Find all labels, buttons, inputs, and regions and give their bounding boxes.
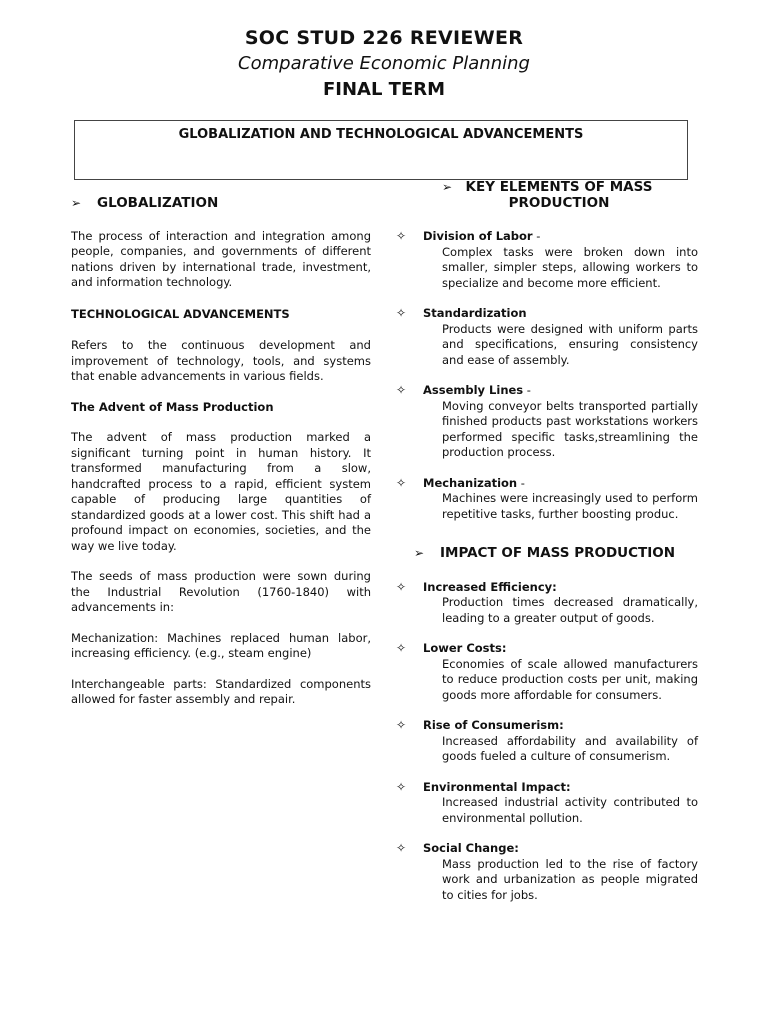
interchangeable-parts-text: Interchangeable parts: Standardized components allowed for faster assembly and repair. [71,676,371,706]
arrow-bullet-icon: ➢ [414,546,425,560]
arrow-bullet-icon: ➢ [71,196,82,210]
tech-text: Refers to the continuous development and improvement of technology, tools, and systems that enable advancements in various fields. [71,338,371,383]
impact-item-desc: Production times decreased dramatically, leading to a greater output of goods. [442,595,698,625]
key-item [396,229,698,291]
impact-item-desc: Increased affordability and availability of goods fueled a culture of consumerism. [442,733,698,763]
diamond-bullet-icon: ✧ [396,841,407,855]
key-item-desc: Moving conveyor belts transported partially finished products past workstations workers performed specific tasks,streamlining the production process. [442,398,698,459]
arrow-bullet-icon: ➢ [442,180,453,194]
diamond-bullet-icon: ✧ [396,779,407,794]
diamond-bullet-icon: ✧ [396,229,407,243]
advent-heading: The Advent of Mass Production [71,399,274,414]
course-title: SOC STUD 226 REVIEWER [244,27,524,49]
impact-item [396,780,698,827]
topic-title: GLOBALIZATION AND TECHNOLOGICAL ADVANCEMENTS [178,127,584,142]
impact-item-desc: Mass production led to the rise of factory work and urbanization as people migrated to cities for jobs. [442,856,698,902]
impact-item-desc: Increased industrial activity contributed to environmental pollution. [442,795,698,825]
key-item [396,383,698,461]
diamond-bullet-icon: ✧ [396,475,407,490]
right-column [396,180,698,918]
key-item-desc: Complex tasks were broken down into smaller, simpler steps, allowing workers to specialize and become more efficient. [442,244,698,290]
subject-title: Comparative Economic Planning [238,53,530,74]
impact-heading-text: IMPACT OF MASS PRODUCTION [440,545,676,561]
diamond-bullet-icon: ✧ [396,641,407,655]
topic-box [74,120,688,180]
impact-item-title: Rise of Consumerism: [423,718,564,732]
key-item-suffix: - [532,229,541,243]
key-item-suffix: - [517,475,525,490]
left-column [71,196,371,708]
diamond-bullet-icon: ✧ [396,579,407,594]
diamond-bullet-icon: ✧ [396,306,407,320]
globalization-text: The process of interaction and integration among people, companies, and governments of different nations driven by international trade, investment, and information technology. [71,228,371,289]
key-item-title: Standardization [423,306,527,320]
impact-item [396,641,698,703]
impact-item-title: Environmental Impact: [423,779,571,794]
globalization-heading-text: GLOBALIZATION [97,195,219,211]
key-item-title: Mechanization [423,475,518,490]
impact-item [396,580,698,627]
diamond-bullet-icon: ✧ [396,383,407,397]
key-elements-heading-text: KEY ELEMENTS OF MASS PRODUCTION [465,179,653,211]
impact-item [396,718,698,765]
key-item-desc: Products were designed with uniform parts and specifications, ensuring consistency and ease of assembly. [442,321,698,367]
tech-heading: TECHNOLOGICAL ADVANCEMENTS [71,306,290,321]
impact-item [396,841,698,903]
impact-heading [396,546,698,562]
key-item-title: Division of Labor [423,229,533,243]
key-item-suffix: - [523,383,531,397]
seeds-text: The seeds of mass production were sown during the Industrial Revolution (1760-1840) with advancements in: [71,569,371,614]
key-item-desc: Machines were increasingly used to perform repetitive tasks, further boosting produc. [442,491,698,521]
impact-item-title: Lower Costs: [423,641,507,655]
key-item [396,476,698,523]
key-item-title: Assembly Lines [423,383,524,397]
impact-item-title: Social Change: [423,841,519,855]
key-elements-heading [396,180,698,211]
mechanization-text: Mechanization: Machines replaced human labor, increasing efficiency. (e.g., steam engine) [71,630,371,660]
globalization-heading [71,196,371,212]
impact-item-desc: Economies of scale allowed manufacturers to reduce production costs per unit, making goods more affordable for consumers. [442,656,698,702]
key-item [396,306,698,368]
impact-item-title: Increased Efficiency: [423,579,557,594]
diamond-bullet-icon: ✧ [396,718,407,732]
advent-text: The advent of mass production marked a significant turning point in human history. It transformed manufacturing from a slow, handcrafted process to a rapid, efficient system capable of producing large quantities of standardized goods at a lower cost. This shift had a profound impact on economies, societies, and the way we live today. [71,430,371,553]
term-title: FINAL TERM [322,79,446,100]
